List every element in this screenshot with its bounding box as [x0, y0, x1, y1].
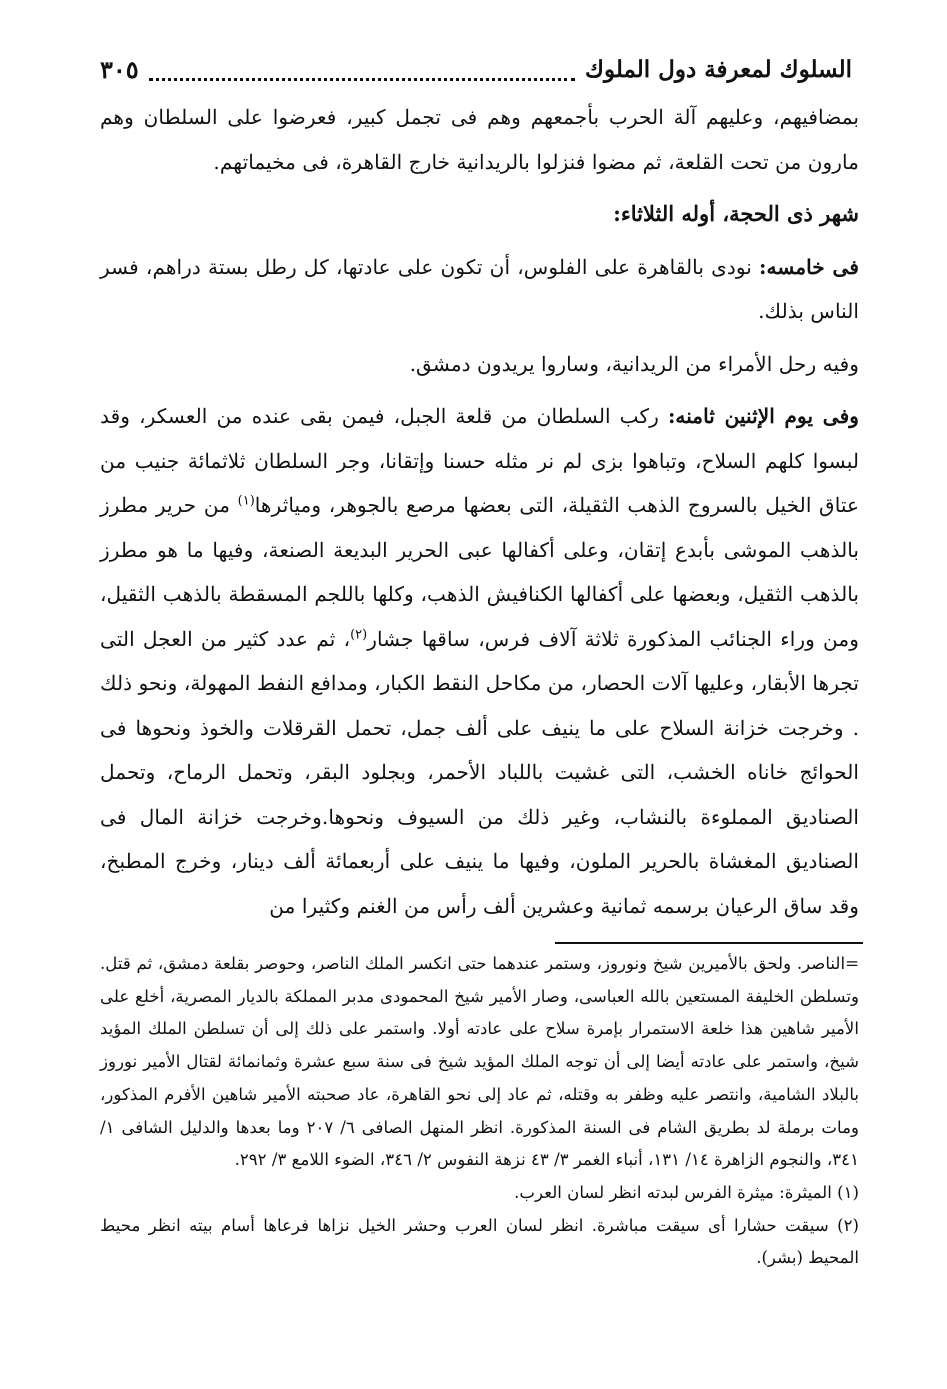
- paragraph-text: ركب السلطان من قلعة الجبل، فيمن بقى عنده من العسكر، وقد لبسوا كلهم السلاح، وتباهوا بزى لم نر مثله حسنا وإتقانا، وجر السلطان ثلاثمائة جنيب من عتاق الخيل بالسروج الذهب الثقيلة، التى بعضها مرصع بالجوهر، ومياثرها: [100, 404, 859, 517]
- paragraph-text: من حرير مطرز بالذهب الموشى بأبدع إتقان، وعلى أكفالها عبى الحرير البديعة الصنعة، وفيها ما هو مطرز بالذهب الثقيل، وبعضها على أكفالها الكنافيش الذهب، وكلها باللجم المسقطة بالذهب الثقيل، ومن وراء الجنائب المذكورة ثلاثة آلاف فرس، ساقها جشار: [100, 493, 859, 651]
- paragraph-continuation: بمضافيهم، وعليهم آلة الحرب بأجمعهم وهم فى تجمل كبير، فعرضوا على السلطان وهم مارون من تحت القلعة، ثم مضوا فنزلوا بالريدانية خارج القاهرة، فى مخيماتهم.: [100, 105, 859, 174]
- paragraph-fifth-day: [100, 245, 859, 334]
- footnote-ref-2[interactable]: (٢): [350, 626, 368, 642]
- paragraph-monday: [100, 394, 859, 928]
- footnote-continued: =الناصر. ولحق بالأميرين شيخ ونوروز، وستمر عندهما حتى انكسر الملك الناصر، وحوصر بقلعة دمشق، ثم قتل. وتسلطن الخليفة المستعين بالله العباسى، وصار الأمير شيخ المحمودى مدبر المملكة بالديار المصرية، أخلع على الأمير شاهين هذا خلعة الاستمرار بإمرة سلاح على عادته أولا. واستمر على ذلك إلى أن تسلطن الملك المؤيد شيخ، واستمر على عادته أيضا إلى أن توجه الملك المؤيد شيخ فى سنة سبع عشرة وثمانمائة لقتال الأمير نوروز بالبلاد الشامية، وانتصر عليه وظفر به وقتله، ثم عاد إلى نحو القاهرة، عاد صحبته الأمير شاهين الأفرم المذكور، ومات برملة لد بطريق الشام فى السنة المذكورة. انظر المنهل الصافى ٦/ ٢٠٧ وما بعدها والدليل الشافى ١/ ٣٤١، والنجوم الزاهرة ١٤/ ١٣١، أنباء الغمر ٣/ ٤٣ نزهة النفوس ٢/ ٣٤٦، الضوء اللامع ٣/ ٢٩٢.: [100, 954, 860, 1170]
- footnote-ref-1[interactable]: (١): [237, 493, 255, 509]
- paragraph-text: ، ثم عدد كثير من العجل التى تجرها الأبقار، وعليها آلات الحصار، من مكاحل النقط الكبار، ومدافع النفط المهولة، ونحو ذلك . وخرجت خزانة السلاح على ما ينيف على ألف جمل، تحمل القرقلات والخوذ ونحوها فى الحوائج خاناه الخشب، التى غشيت باللباد الأحمر، وبجلود البقر، وتحمل الرماح، وتحمل الصناديق المملوءة بالنشاب، وغير ذلك من السيوف ونحوها.وخرجت خزانة المال فى الصناديق المغشاة بالحرير الملون، وفيها ما ينيف على أربعمائة ألف دينار، وخرج المطبخ، وقد ساق الرعيان برسمه ثمانية وعشرين ألف رأس من الغنم وكثيرا من: [100, 626, 859, 918]
- footnotes: [100, 948, 859, 1275]
- footnote-1: (١) الميثرة: ميثرة الفرس لبدته انظر لسان العرب.: [514, 1182, 859, 1202]
- paragraph-lead: وفى يوم الإثنين ثامنه:: [667, 404, 859, 428]
- running-header: [100, 46, 852, 92]
- paragraph-lead: فى خامسه:: [759, 254, 859, 279]
- paragraph-text: نودى بالقاهرة على الفلوس، أن تكون على عادتها، كل رطل بستة دراهم، فسر الناس بذلك.: [100, 254, 859, 323]
- footnote-2: (٢) سيقت حشارا أى سيقت مباشرة. انظر لسان العرب وحشر الخيل نزاها فرعاها أسام بيته انظر محيط المحيط (بشر).: [100, 1215, 859, 1268]
- book-title: السلوك لمعرفة دول الملوك: [584, 55, 852, 83]
- main-text: [100, 95, 859, 928]
- header-dot-leader: [149, 68, 575, 81]
- page-number: ٣٠٥: [100, 54, 139, 84]
- section-heading: شهر ذى الحجة، أوله الثلاثاء:: [613, 201, 859, 226]
- footnote-divider: [555, 942, 863, 944]
- paragraph-departure: وفيه رحل الأمراء من الريدانية، وساروا يريدون دمشق.: [409, 351, 859, 376]
